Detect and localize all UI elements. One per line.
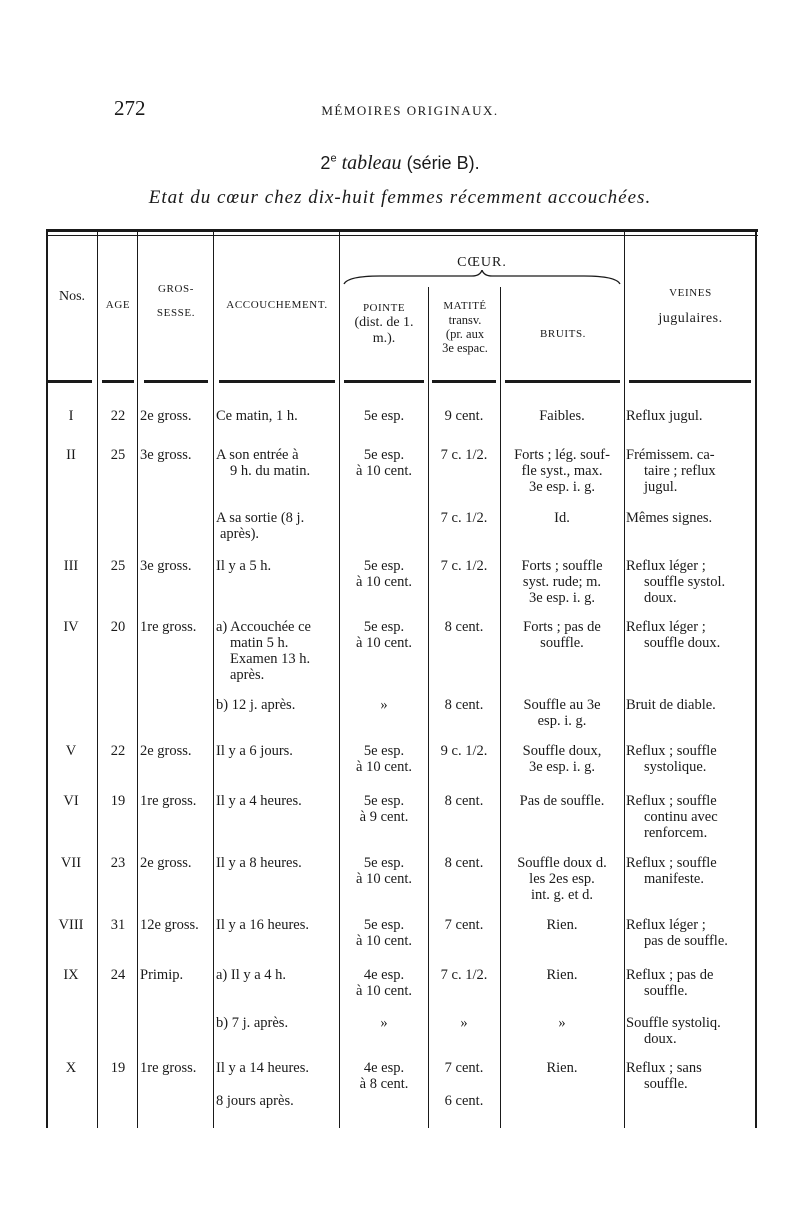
cell-matite: 9 c. 1/2.	[440, 743, 488, 759]
cell-matite: 7 c. 1/2.	[440, 510, 488, 526]
cell-age: 19	[110, 793, 126, 809]
cell-veines: Reflux ; souffle systolique.	[626, 743, 717, 775]
header-rule	[102, 380, 134, 383]
cell-accouchement: Il y a 5 h.	[216, 558, 272, 574]
cell-veines: Reflux léger ; souffle doux.	[626, 619, 721, 651]
header-bruits: BRUITS.	[539, 328, 587, 340]
cell-accouchement: Il y a 14 heures.	[216, 1060, 310, 1076]
header-rule	[629, 380, 751, 383]
cell-pointe: 5e esp. à 10 cent.	[356, 917, 412, 949]
cell-grossesse: 2e gross.	[140, 408, 192, 424]
cell-bruits: Pas de souffle.	[519, 793, 605, 809]
cell-no: IV	[63, 619, 79, 635]
cell-accouchement: b) 12 j. après.	[216, 697, 296, 713]
cell-accouchement: a) Accouchée ce matin 5 h. Examen 13 h. après.	[216, 619, 311, 683]
cell-veines: Souffle systoliq. doux.	[626, 1015, 721, 1047]
cell-no: II	[66, 447, 76, 463]
cell-pointe: 5e esp. à 10 cent.	[356, 447, 412, 479]
cell-age: 25	[110, 447, 126, 463]
column-divider	[213, 232, 214, 1128]
cell-accouchement: A son entrée à 9 h. du matin.	[216, 447, 311, 479]
cell-veines: Reflux ; souffle manifeste.	[626, 855, 717, 887]
table-right-border	[755, 232, 757, 1128]
header-coeur: CŒUR.	[457, 255, 507, 270]
header-rule	[432, 380, 496, 383]
cell-accouchement: Il y a 16 heures.	[216, 917, 310, 933]
cell-grossesse: Primip.	[140, 967, 184, 983]
cell-accouchement: Il y a 8 heures.	[216, 855, 302, 871]
header-rule	[505, 380, 620, 383]
cell-accouchement: a) Il y a 4 h.	[216, 967, 287, 983]
column-divider	[500, 287, 501, 1128]
column-divider	[624, 232, 625, 1128]
cell-bruits: Forts ; lég. souf- fle syst., max. 3e esp. i. g.	[514, 447, 610, 495]
cell-age: 19	[110, 1060, 126, 1076]
cell-bruits: »	[558, 1015, 566, 1031]
table-title: 2e tableau (série B).	[320, 152, 480, 174]
cell-matite: 7 cent.	[444, 917, 484, 933]
cell-veines: Frémissem. ca- taire ; reflux jugul.	[626, 447, 716, 495]
cell-veines: Mêmes signes.	[626, 510, 713, 526]
cell-no: X	[65, 1060, 77, 1076]
cell-matite: 6 cent.	[444, 1093, 484, 1109]
cell-age: 22	[110, 408, 126, 424]
cell-bruits: Id.	[554, 510, 570, 526]
cell-matite: 7 cent.	[444, 1060, 484, 1076]
cell-veines: Reflux ; pas de souffle.	[626, 967, 714, 999]
cell-veines: Reflux léger ; souffle systol. doux.	[626, 558, 726, 606]
cell-no: V	[65, 743, 77, 759]
cell-age: 31	[110, 917, 126, 933]
cell-grossesse: 12e gross.	[140, 917, 199, 933]
cell-bruits: Rien.	[546, 1060, 578, 1076]
cell-matite: 7 c. 1/2.	[440, 447, 488, 463]
cell-grossesse: 2e gross.	[140, 855, 192, 871]
running-head: MÉMOIRES ORIGINAUX.	[321, 103, 499, 118]
cell-no: VI	[63, 793, 79, 809]
cell-no: I	[68, 408, 74, 424]
table-top-rule	[46, 229, 758, 232]
page-number: 272	[114, 96, 146, 120]
cell-pointe: 5e esp. à 10 cent.	[356, 743, 412, 775]
cell-pointe: 5e esp. à 10 cent.	[356, 619, 412, 651]
cell-no: III	[63, 558, 79, 574]
header-age: AGE	[105, 299, 131, 311]
cell-grossesse: 1re gross.	[140, 619, 197, 635]
cell-grossesse: 1re gross.	[140, 1060, 197, 1076]
table-top-rule-thin	[46, 235, 758, 236]
cell-age: 22	[110, 743, 126, 759]
cell-veines: Bruit de diable.	[626, 697, 716, 713]
cell-accouchement: Il y a 4 heures.	[216, 793, 302, 809]
header-pointe: POINTE (dist. de 1. m.).	[354, 302, 414, 346]
header-rule	[144, 380, 208, 383]
cell-age: 25	[110, 558, 126, 574]
cell-bruits: Souffle doux d. les 2es esp. int. g. et d.	[517, 855, 607, 903]
cell-veines: Reflux ; sans souffle.	[626, 1060, 702, 1092]
header-rule	[219, 380, 335, 383]
cell-no: VIII	[58, 917, 84, 933]
cell-matite: 7 c. 1/2.	[440, 967, 488, 983]
cell-accouchement: Il y a 6 jours.	[216, 743, 293, 759]
cell-pointe: 5e esp.	[363, 408, 405, 424]
header-accouchement: ACCOUCHEMENT.	[226, 299, 328, 311]
cell-grossesse: 1re gross.	[140, 793, 197, 809]
header-rule	[344, 380, 424, 383]
cell-pointe: 5e esp. à 9 cent.	[359, 793, 409, 825]
cell-bruits: Souffle au 3e esp. i. g.	[523, 697, 601, 729]
brace-icon	[340, 270, 624, 286]
cell-veines: Reflux ; souffle continu avec renforcem.	[626, 793, 718, 841]
cell-age: 20	[110, 619, 126, 635]
cell-bruits: Rien.	[546, 967, 578, 983]
header-rule	[48, 380, 92, 383]
cell-matite: 8 cent.	[444, 697, 484, 713]
cell-grossesse: 3e gross.	[140, 447, 192, 463]
cell-veines: Reflux jugul.	[626, 408, 703, 424]
cell-pointe: »	[380, 1015, 388, 1031]
column-divider	[97, 232, 98, 1128]
cell-pointe: 5e esp. à 10 cent.	[356, 855, 412, 887]
cell-matite: 9 cent.	[444, 408, 484, 424]
cell-pointe: 4e esp. à 8 cent.	[359, 1060, 409, 1092]
cell-accouchement: b) 7 j. après.	[216, 1015, 289, 1031]
cell-accouchement: A sa sortie (8 j. après).	[216, 510, 305, 542]
column-divider	[339, 232, 340, 1128]
cell-matite: »	[460, 1015, 468, 1031]
cell-bruits: Forts ; souffle syst. rude; m. 3e esp. i. g.	[521, 558, 603, 606]
cell-age: 24	[110, 967, 126, 983]
cell-pointe: »	[380, 697, 388, 713]
cell-pointe: 4e esp. à 10 cent.	[356, 967, 412, 999]
cell-accouchement: Ce matin, 1 h.	[216, 408, 298, 424]
cell-pointe: 5e esp. à 10 cent.	[356, 558, 412, 590]
cell-age: 23	[110, 855, 126, 871]
cell-matite: 8 cent.	[444, 619, 484, 635]
cell-bruits: Forts ; pas de souffle.	[523, 619, 601, 651]
cell-no: IX	[63, 967, 79, 983]
cell-bruits: Rien.	[546, 917, 578, 933]
cell-accouchement: 8 jours après.	[216, 1093, 294, 1109]
cell-veines: Reflux léger ; pas de souffle.	[626, 917, 728, 949]
cell-grossesse: 3e gross.	[140, 558, 192, 574]
cell-matite: 7 c. 1/2.	[440, 558, 488, 574]
cell-bruits: Souffle doux, 3e esp. i. g.	[522, 743, 602, 775]
table-left-border	[46, 232, 48, 1128]
cell-no: VII	[60, 855, 82, 871]
table-subtitle: Etat du cœur chez dix-huit femmes récemment accouchées.	[148, 187, 652, 208]
cell-matite: 8 cent.	[444, 855, 484, 871]
cell-bruits: Faibles.	[539, 408, 585, 424]
cell-matite: 8 cent.	[444, 793, 484, 809]
column-divider	[137, 232, 138, 1128]
header-nos: Nos.	[58, 289, 86, 304]
header-matite: MATITÉ transv. (pr. aux 3e espac.	[442, 300, 488, 356]
header-grossesse: GROS- SESSE.	[156, 283, 196, 319]
cell-grossesse: 2e gross.	[140, 743, 192, 759]
header-veines: VEINES jugulaires.	[658, 287, 723, 326]
